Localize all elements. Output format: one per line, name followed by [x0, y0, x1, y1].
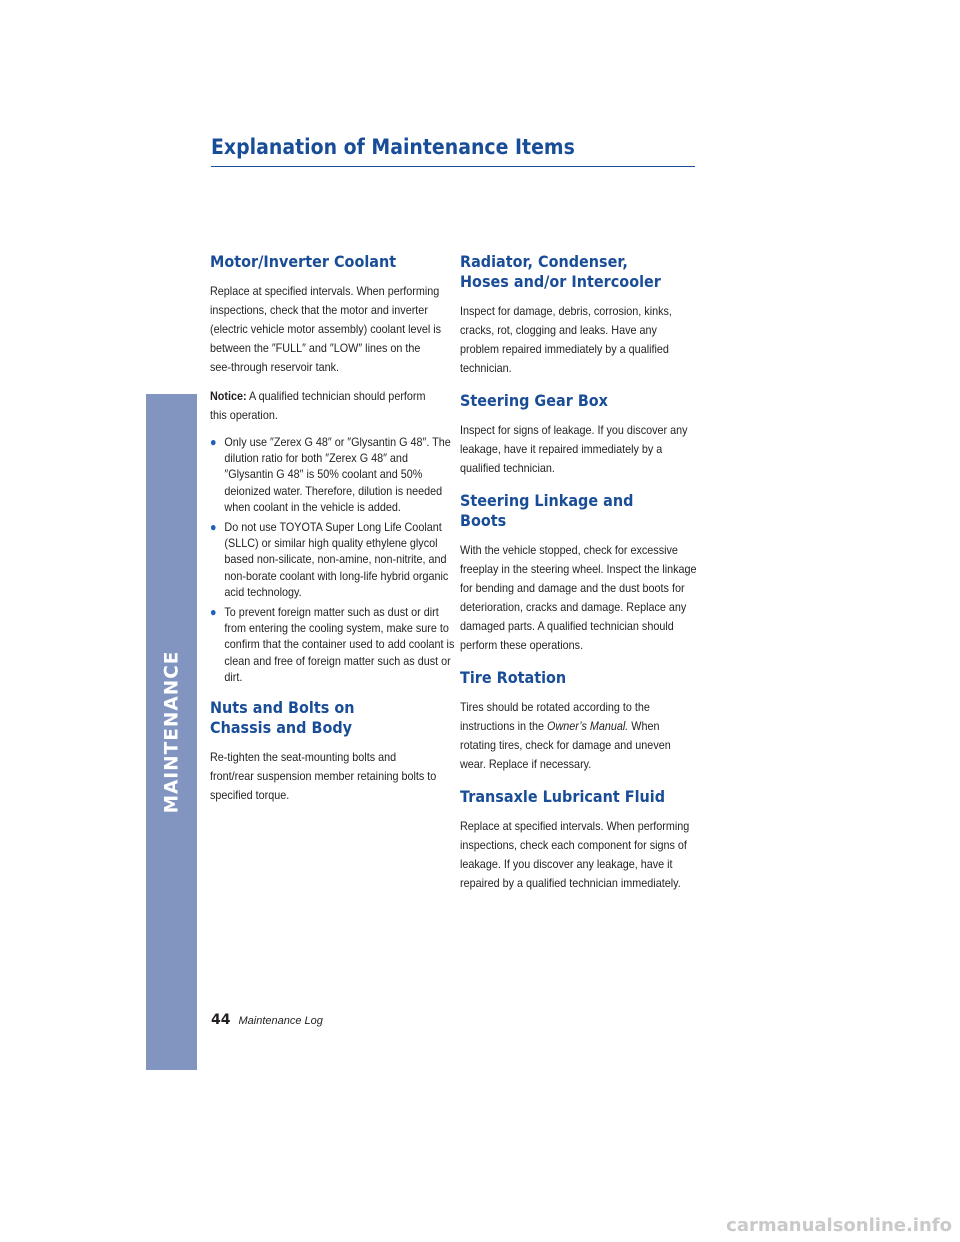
- side-tab-label: MAINTENANCE: [161, 650, 182, 814]
- section-tire-rotation: [460, 668, 698, 774]
- notice-label: Notice:: [210, 389, 247, 403]
- section-body: Replace at specified intervals. When performing inspections, check that the motor and inverter (electric vehicle motor assembly) coolant level is between the ″FULL″ and ″LOW″ lines on the see-through reservoir tank.: [210, 284, 442, 374]
- footer-label: Maintenance Log: [238, 1015, 323, 1027]
- body-text: When rotating tires, check for damage and uneven wear. Replace if necessary.: [460, 719, 671, 771]
- footer: [211, 1011, 323, 1029]
- left-column: [210, 252, 455, 818]
- list-item: [210, 519, 456, 600]
- bullet-icon: ●: [210, 520, 217, 535]
- side-tab: [146, 394, 197, 1070]
- watermark: carmanualsonline.info: [726, 1215, 952, 1236]
- list-item-text: Only use ″Zerex G 48″ or ″Glysantin G 48″. The dilution ratio for both ″Zerex G 48″ and ″Glysantin G 48″ is 50% coolant and 50% deionized water. Therefore, dilution is needed when coolant in the vehicle is added.: [224, 435, 451, 514]
- title-divider: [211, 166, 695, 167]
- notice-text: A qualified technician should perform this operation.: [210, 389, 426, 422]
- body-text: Tires should be rotated according to the instructions in the: [460, 700, 650, 733]
- manual-title: Owner’s Manual.: [547, 719, 629, 733]
- list-item-text: To prevent foreign matter such as dust or dirt from entering the cooling system, make sure to confirm that the container used to add coolant is clean and free of foreign matter such as dust or dirt.: [224, 605, 455, 684]
- section-motor-inverter-coolant: [210, 252, 455, 685]
- section-heading: Motor/Inverter Coolant: [210, 252, 397, 271]
- section-steering-gear-box: [460, 391, 698, 478]
- section-body: Inspect for damage, debris, corrosion, kinks, cracks, rot, clogging and leaks. Have any problem repaired immediately by a qualified technician.: [460, 304, 672, 375]
- list-item-text: Do not use TOYOTA Super Long Life Coolant (SLLC) or similar high quality ethylene glycol based non-silicate, non-amine, non-nitrite, and non-borate coolant with long-life hybrid organic acid technology.: [224, 520, 449, 599]
- coolant-bullet-list: [210, 434, 455, 685]
- bullet-icon: ●: [210, 435, 217, 449]
- right-column: [460, 252, 698, 906]
- section-nuts-and-bolts: [210, 698, 442, 805]
- section-body: With the vehicle stopped, check for excessive freeplay in the steering wheel. Inspect the linkage for bending and damage and the dust boots for deterioration, cracks and damage. Replace any damaged parts. A qualified technician should perform these operations.: [460, 543, 697, 652]
- section-heading: Tire Rotation: [460, 668, 567, 687]
- section-body: [460, 698, 698, 774]
- section-heading: Nuts and Bolts on Chassis and Body: [210, 698, 355, 738]
- list-item: [210, 434, 456, 515]
- bullet-icon: ●: [210, 605, 217, 620]
- page-number: 44: [211, 1012, 231, 1028]
- section-radiator: [460, 252, 698, 378]
- list-item: [210, 604, 456, 685]
- section-steering-linkage: [460, 491, 698, 655]
- page-title: Explanation of Maintenance Items: [211, 135, 575, 159]
- section-heading: Steering Linkage and Boots: [460, 491, 634, 530]
- section-heading: Radiator, Condenser, Hoses and/or Intercooler: [460, 252, 661, 291]
- notice-paragraph: [210, 387, 442, 425]
- section-body: Replace at specified intervals. When performing inspections, check each component for signs of leakage. If you discover any leakage, have it repaired by a qualified technician immediately.: [460, 819, 690, 890]
- section-body: Inspect for signs of leakage. If you discover any leakage, have it repaired immediately by a qualified technician.: [460, 423, 688, 475]
- section-heading: Transaxle Lubricant Fluid: [460, 787, 666, 806]
- section-body: Re-tighten the seat-mounting bolts and front/rear suspension member retaining bolts to specified torque.: [210, 750, 437, 803]
- section-transaxle-fluid: [460, 787, 698, 893]
- section-heading: Steering Gear Box: [460, 391, 608, 410]
